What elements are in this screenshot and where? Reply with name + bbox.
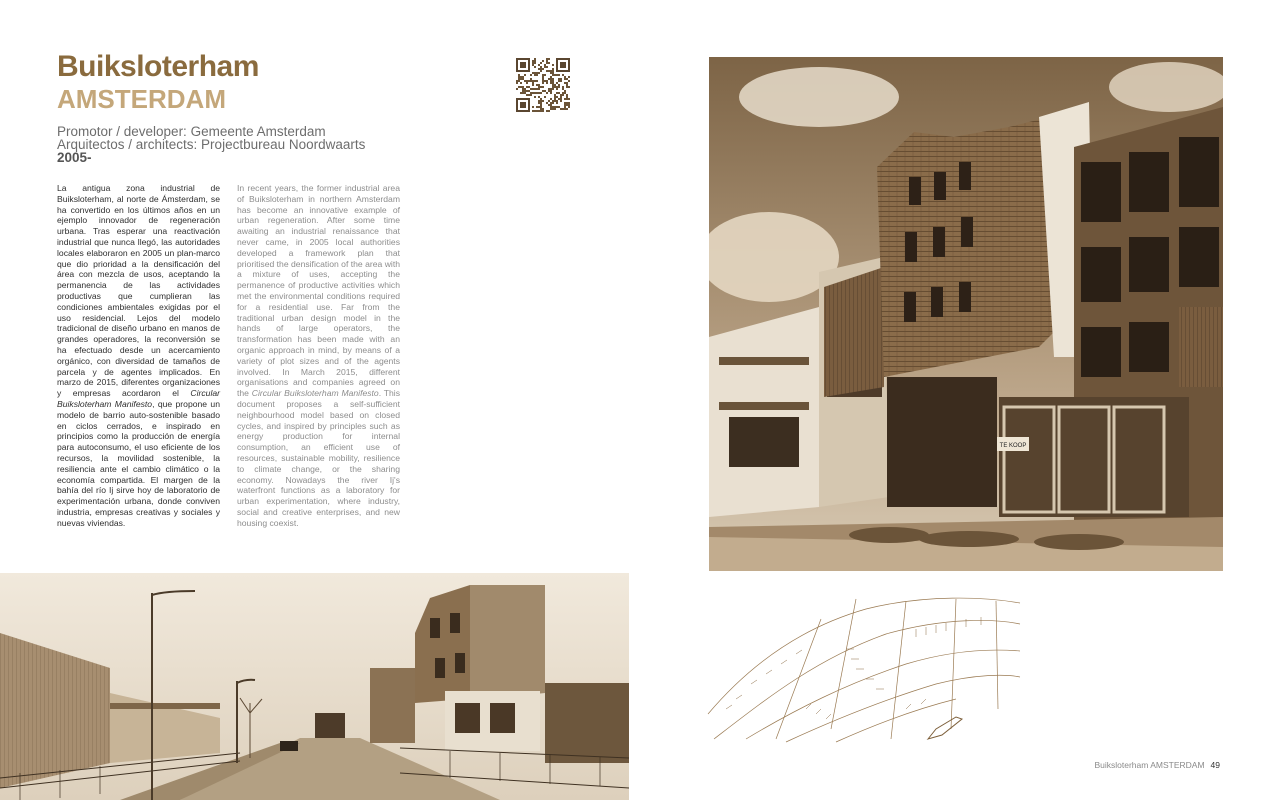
running-footer — [1094, 760, 1220, 770]
body-text-spanish: La antigua zona industrial de Buiksloterham, al norte de Ámsterdam, se ha convertido en los últimos años en un ejemplo innovador de regeneración urbana. Tras esperar una reactivación industrial que nunca llegó, las autoridades locales elaboraron en 2005 un plan-marco que dio prioridad a la densificación del área con mezcla de usos, aceptando la permanencia de las actividades productivas que cumplieran las condiciones ambientales exigidas por el uso residencial. Lejos del modelo tradicional de diseño urbano en manos de grandes operadores, la reconversión se ha efectuado desde un acercamiento orgánico, con diversidad de tamaños de parcela y de agentes implicados. En marzo de 2015, diferentes organizaciones y empresas acordaron el Circular Buiksloterham Manifesto, que propone un modelo de barrio auto-sostenible basado en ciclos cerrados, e inspirado en principios como la producción de energía para autoconsumo, el uso eficiente de los recursos, la movilidad sostenible, la resiliencia ante el cambio climático o la economía compartida. El margen de la bahía del río Ij sirve hoy de laboratorio de experimentación urbana, donde conviven industria, empresas creativas y sociales y nuevas viviendas. — [57, 183, 220, 528]
developer-credit: Promotor / developer: Gemeente Amsterdam — [57, 124, 326, 139]
page-title: Buiksloterham — [57, 50, 259, 83]
photo-street-view — [0, 573, 629, 800]
page-subtitle: AMSTERDAM — [57, 84, 226, 114]
page-number: 49 — [1210, 760, 1220, 770]
photo-housing-facades — [709, 57, 1223, 571]
architects-credit: Arquitectos / architects: Projectbureau Noordwaarts — [57, 137, 366, 152]
aerial-sketch-map — [706, 589, 1022, 743]
running-title: Buiksloterham AMSTERDAM — [1094, 760, 1205, 770]
qr-code[interactable] — [516, 58, 570, 112]
body-text-english: In recent years, the former industrial area of Buiksloterham in northern Amsterdam has become an innovative example of urban regeneration. After some time awaiting an industrial renaissance that never came, in 2005 local authorities developed a framework plan that prioritised the densification of the area with a mixture of uses, accepting the permanence of productive activities which met the environmental conditions required for a residential use. Far from the traditional urban design model in the hands of large operators, the transformation has been made with an organic approach in mind, by means of a variety of plot sizes and of the agents involved. In March 2015, different organisations and companies agreed on the Circular Buiksloterham Manifesto. This document proposes a self-sufficient neighbourhood model based on closed cycles, and inspired by principles such as energy production for internal consumption, an efficient use of resources, sustainable mobility, resilience to climate change, or the sharing economy. Nowadays the river Ij's waterfront functions as a laboratory for urban experimentation, where industry, social and creative enterprises, and new housing coexist. — [237, 183, 400, 528]
for-sale-sign-text: TE KOOP — [999, 443, 1027, 449]
project-years: 2005- — [57, 150, 92, 165]
